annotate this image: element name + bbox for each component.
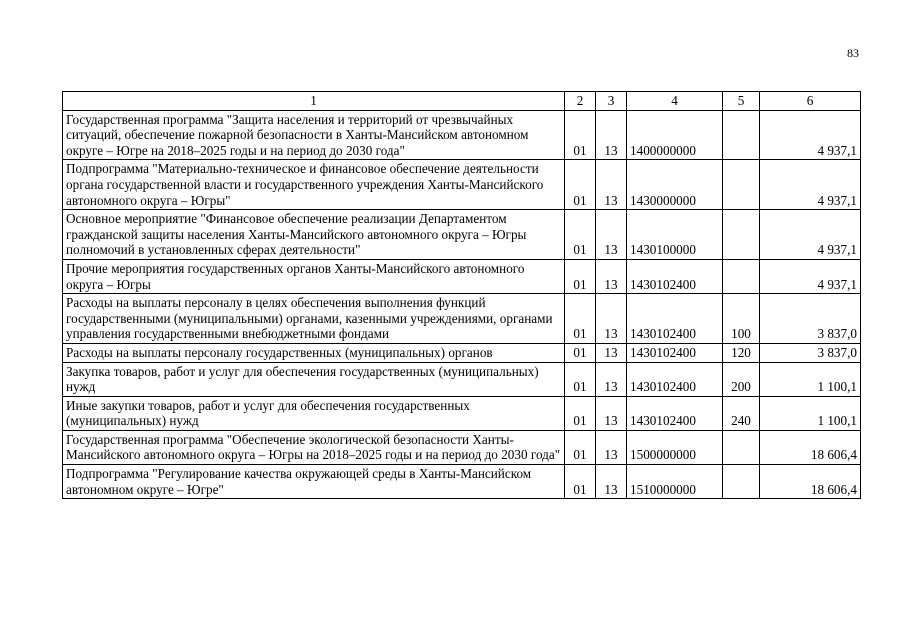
row-expense-type: [723, 465, 760, 499]
table-row: [63, 430, 861, 464]
table-row: [63, 294, 861, 344]
row-name: Подпрограмма "Материально-техническое и финансовое обеспечение деятельности органа государственной власти и государственного учреждения Ханты-Мансийского автономного округа – Югры": [63, 160, 565, 210]
row-expense-type: 240: [723, 396, 760, 430]
row-subsection: 13: [596, 343, 627, 362]
table-row: [63, 259, 861, 293]
row-section: 01: [565, 396, 596, 430]
budget-table: [62, 91, 861, 499]
row-expense-type: [723, 210, 760, 260]
row-amount: 4 937,1: [760, 259, 861, 293]
row-name: Иные закупки товаров, работ и услуг для обеспечения государственных (муниципальных) нужд: [63, 396, 565, 430]
row-amount: 3 837,0: [760, 294, 861, 344]
row-amount: 18 606,4: [760, 430, 861, 464]
row-subsection: 13: [596, 110, 627, 160]
row-target-code: 1400000000: [627, 110, 723, 160]
row-subsection: 13: [596, 160, 627, 210]
row-section: 01: [565, 430, 596, 464]
row-section: 01: [565, 160, 596, 210]
row-amount: 18 606,4: [760, 465, 861, 499]
table-row: [63, 160, 861, 210]
row-amount: 4 937,1: [760, 160, 861, 210]
row-section: 01: [565, 343, 596, 362]
row-section: 01: [565, 259, 596, 293]
row-subsection: 13: [596, 294, 627, 344]
row-expense-type: [723, 160, 760, 210]
header-cell-6: 6: [760, 92, 861, 111]
row-subsection: 13: [596, 396, 627, 430]
row-amount: 3 837,0: [760, 343, 861, 362]
table-row: [63, 343, 861, 362]
page-number: 83: [847, 46, 859, 60]
header-cell-5: 5: [723, 92, 760, 111]
header-cell-2: 2: [565, 92, 596, 111]
row-section: 01: [565, 110, 596, 160]
row-expense-type: 100: [723, 294, 760, 344]
row-expense-type: 120: [723, 343, 760, 362]
row-subsection: 13: [596, 430, 627, 464]
row-name: Подпрограмма "Регулирование качества окружающей среды в Ханты-Мансийском автономном округе – Югре": [63, 465, 565, 499]
header-row: [63, 92, 861, 111]
row-expense-type: [723, 110, 760, 160]
row-subsection: 13: [596, 465, 627, 499]
row-section: 01: [565, 294, 596, 344]
row-name: Расходы на выплаты персоналу в целях обеспечения выполнения функций государственными (муниципальными) органами, казенными учреждениями, органами управления государственными внебюджетными фондами: [63, 294, 565, 344]
row-target-code: 1430100000: [627, 210, 723, 260]
row-name: Закупка товаров, работ и услуг для обеспечения государственных (муниципальных) нужд: [63, 362, 565, 396]
row-target-code: 1510000000: [627, 465, 723, 499]
row-expense-type: [723, 430, 760, 464]
row-target-code: 1430102400: [627, 259, 723, 293]
row-section: 01: [565, 362, 596, 396]
header-cell-1: 1: [63, 92, 565, 111]
row-target-code: 1430102400: [627, 362, 723, 396]
header-cell-3: 3: [596, 92, 627, 111]
header-cell-4: 4: [627, 92, 723, 111]
row-target-code: 1500000000: [627, 430, 723, 464]
table-row: [63, 396, 861, 430]
table-row: [63, 110, 861, 160]
row-target-code: 1430102400: [627, 396, 723, 430]
row-section: 01: [565, 465, 596, 499]
row-target-code: 1430102400: [627, 343, 723, 362]
row-section: 01: [565, 210, 596, 260]
row-name: Государственная программа "Обеспечение экологической безопасности Ханты-Мансийского автономного округа – Югры на 2018–2025 годы и на период до 2030 года": [63, 430, 565, 464]
row-amount: 1 100,1: [760, 396, 861, 430]
row-amount: 4 937,1: [760, 210, 861, 260]
row-name: Прочие мероприятия государственных органов Ханты-Мансийского автономного округа – Югры: [63, 259, 565, 293]
row-subsection: 13: [596, 210, 627, 260]
row-name: Расходы на выплаты персоналу государственных (муниципальных) органов: [63, 343, 565, 362]
row-amount: 1 100,1: [760, 362, 861, 396]
table-row: [63, 362, 861, 396]
row-expense-type: 200: [723, 362, 760, 396]
row-name: Государственная программа "Защита населения и территорий от чрезвычайных ситуаций, обеспечение пожарной безопасности в Ханты-Мансийском автономном округе – Югре на 2018–2025 годы и на период до 2030 года": [63, 110, 565, 160]
row-target-code: 1430102400: [627, 294, 723, 344]
row-target-code: 1430000000: [627, 160, 723, 210]
table-row: [63, 210, 861, 260]
table-row: [63, 465, 861, 499]
row-subsection: 13: [596, 362, 627, 396]
row-expense-type: [723, 259, 760, 293]
row-name: Основное мероприятие "Финансовое обеспечение реализации Департаментом гражданской защиты населения Ханты-Мансийского автономного округа – Югры полномочий в установленных сферах деятельности": [63, 210, 565, 260]
row-subsection: 13: [596, 259, 627, 293]
row-amount: 4 937,1: [760, 110, 861, 160]
